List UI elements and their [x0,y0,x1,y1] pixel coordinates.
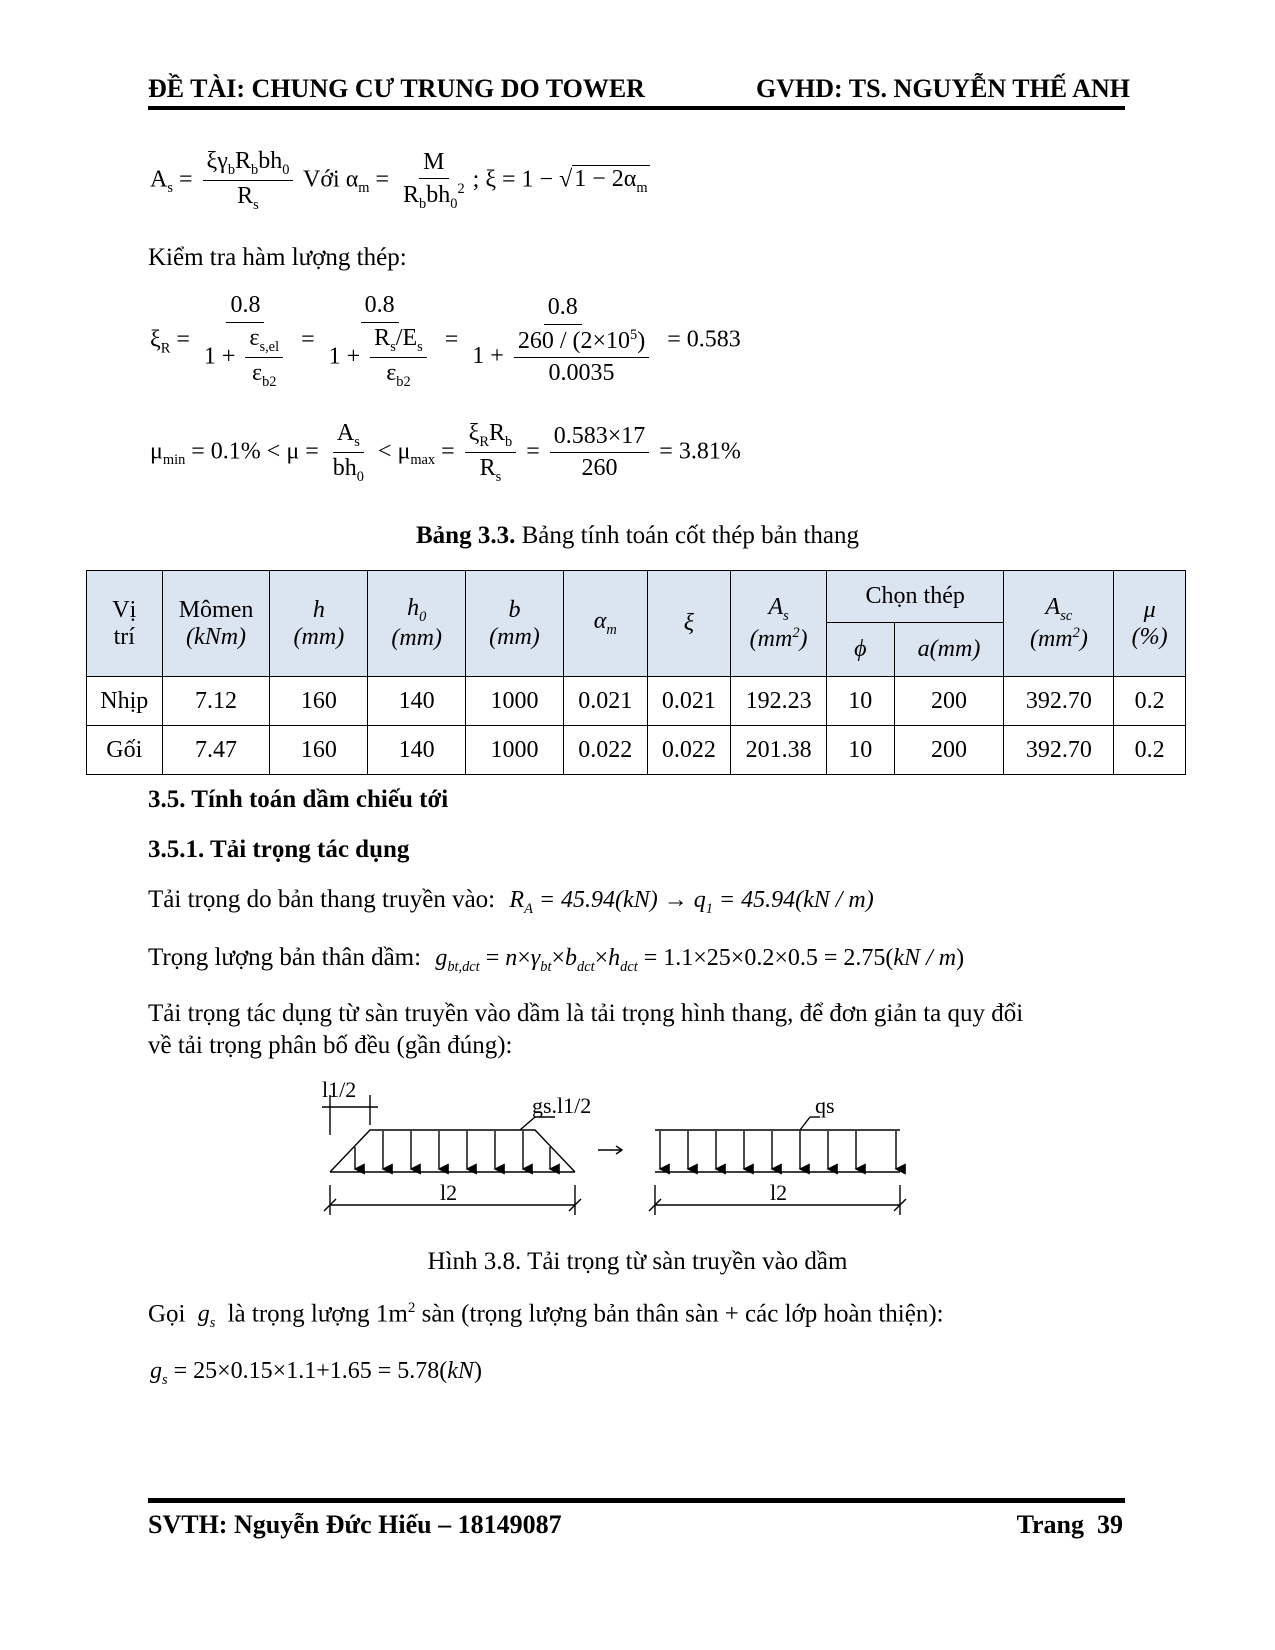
check-steel-label: Kiểm tra hàm lượng thép: [148,244,407,271]
label-l2-right: l2 [770,1180,788,1205]
footer-page-number: Trang 39 [1016,1510,1123,1539]
table-caption: Bảng 3.3. Bảng tính toán cốt thép bản thang [415,522,860,549]
load-diagram [310,1075,950,1235]
figure-caption: Hình 3.8. Tải trọng từ sàn truyền vào dầm [427,1248,848,1275]
th-momen: Mômen (kNm) [162,571,270,677]
load-stair-line: Tải trọng do bản thang truyền vào: $R_A = 45.94(kN) \to q_1 = 45.94(kN / m)$ [148,886,874,917]
th-h0: $h_0$ (mm) [368,571,466,677]
header-right: GVHD: TS. NGUYỄN THẾ ANH [756,74,1130,103]
th-h: h (mm) [270,571,368,677]
th-mu: μ (%) [1114,571,1186,677]
th-phi: ϕ [827,623,895,677]
table-row: Nhịp 7.12 160 140 1000 0.021 0.021 192.23 10 200 392.70 0.2 [87,677,1186,726]
xi-r-result: = 0.583 [667,326,741,353]
th-chon-thep: Chọn thép [827,571,1004,623]
th-b: b (mm) [466,571,564,677]
th-as: $A_s$ $(mm^2)$ [731,571,827,677]
label-gs-l1-half: gs.l1/2 [532,1093,592,1118]
label-l1-half: l1/2 [322,1077,357,1102]
th-asc: $A_{sc}$ $(mm^2)$ [1004,571,1114,677]
formula-xi-r: $\xi_R$ = 0.8 1 + $\frac{\varepsilon_{s,el}}{\varepsilon_{b2}}$ = 0.8 1 + $\frac{R_s/E_s}{\varepsilon_{b2}}$ = 0.8 1 + $\frac{260 / (2\times 10^5)}{0.0035}$ = 0.583 [150,292,741,390]
section-3-5-1: 3.5.1. Tải trọng tác dụng [148,836,410,863]
section-3-5: 3.5. Tính toán dầm chiếu tới [148,786,449,813]
header-rule [148,106,1125,110]
th-vitri: Vị trí [87,571,163,677]
label-qs: qs [815,1093,835,1118]
th-alpha: $\alpha_m$ [563,571,647,677]
footer-left: SVTH: Nguyễn Đức Hiếu – 18149087 [148,1510,562,1539]
formula-gs: $g_s = 25\times 0.15\times 1.1+1.65 = 5.78(kN)$ [150,1358,482,1388]
gs-definition: Gọi $g_s$ là trọng lượng $1m^2$ sàn (trọng lượng bản thân sàn + các lớp hoàn thiện): [148,1300,944,1332]
table-row: Gối 7.47 160 140 1000 0.022 0.022 201.38 10 200 392.70 0.2 [87,726,1186,775]
th-xi: ξ [647,571,731,677]
footer-rule [148,1498,1125,1503]
steel-table [86,570,1186,775]
self-weight-line: Trọng lượng bản thân dầm: $g_{bt,dct} = n\times\gamma_{bt}\times b_{dct}\times h_{dct} = 1.1\times 25\times 0.2\times 0.5 = 2.75(kN / m)$ [148,944,965,975]
th-a: a(mm) [894,623,1004,677]
mu-result: = 3.81% [659,438,741,465]
formula-as: $A_s$ = $\frac{\xi\gamma_bR_bbh_0}{R_s}$ Với $\alpha_m$ = $\frac{M}{R_bbh_0^2}$ ; $\xi = 1 - √1 - 2\alpha_m$ [150,148,648,214]
header-left: ĐỀ TÀI: CHUNG CƯ TRUNG DO TOWER [148,74,645,103]
formula-mu: $\mu_{min} = 0.1\% < \mu$ = $\frac{A_s}{bh_0}$ < $\mu_{max}$ = $\frac{\xi_RR_b}{R_s}$ = $\frac{0.583\times 17}{260}$ = 3.81% [150,420,741,486]
trapezoid-para-2: về tải trọng phân bố đều (gần đúng): [148,1032,513,1059]
label-l2-left: l2 [440,1180,458,1205]
trapezoid-para-1: Tải trọng tác dụng từ sàn truyền vào dầm là tải trọng hình thang, để đơn giản ta quy đổi [148,1000,1024,1027]
